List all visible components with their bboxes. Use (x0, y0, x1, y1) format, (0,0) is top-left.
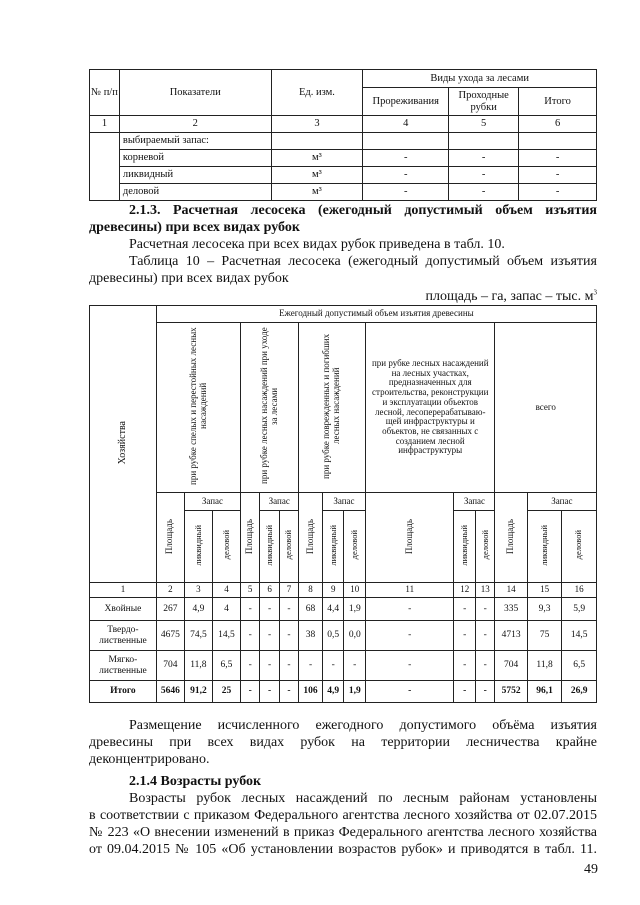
paragraph-2-line1: Возрасты рубок лесных насаждений по лесным районам установлены (129, 791, 597, 806)
paragraph-2-line4: от 09.04.2015 № 105 «Об установлении возрастов рубок» и приводятся в табл. 11. (89, 842, 597, 857)
table-row (90, 167, 597, 184)
cell-value: 74,5 (184, 621, 212, 651)
table-row (90, 150, 597, 167)
cell-value: 704 (156, 651, 184, 681)
col-number: 1 (90, 583, 157, 598)
paragraph-1-line3: деконцентрировано. (89, 752, 210, 767)
cell-value: 91,2 (184, 681, 212, 703)
cell-value: - (240, 598, 259, 621)
cell-value: - (240, 681, 259, 703)
col-number: 4 (212, 583, 240, 598)
col-number: 6 (519, 116, 597, 133)
row-farm-name: Твердо-лиственные (90, 621, 157, 651)
cell-value: - (260, 621, 279, 651)
col-number: 15 (527, 583, 562, 598)
col-header-liquid: ликвидный (260, 511, 279, 583)
paragraph-2-line3: № 223 «О внесении изменений в приказ Федерального агентства лесного хозяйства (89, 825, 597, 840)
col-header-business: деловой (476, 511, 495, 583)
col-header-liquid: ликвидный (527, 511, 562, 583)
forest-care-table (89, 69, 597, 201)
paragraph-2-line2: в соответствии с приказом Федерального агентства лесного хозяйства от 02.07.2015 (89, 808, 597, 823)
table-number-row (90, 116, 597, 133)
col-number: 2 (119, 116, 271, 133)
table-row (90, 621, 597, 651)
cell-value: - (322, 651, 344, 681)
cell-value: 1,9 (344, 598, 366, 621)
col-header-stock: Запас (260, 493, 299, 511)
cell-value: - (299, 651, 323, 681)
table-units: площадь – га, запас – тыс. $м^3$ (425, 288, 597, 304)
col-header-area: Площадь (240, 493, 259, 583)
cell-value: - (260, 651, 279, 681)
col-number: 14 (495, 583, 527, 598)
col-number: 13 (476, 583, 495, 598)
table-row (90, 598, 597, 621)
col-header-indicators: Показатели (119, 70, 271, 116)
col-number: 7 (279, 583, 298, 598)
col-header-number: № п/п (90, 70, 120, 116)
sub-heading: 2.1.4 Возрасты рубок (129, 774, 262, 789)
cell-value: 267 (156, 598, 184, 621)
cell-value: 5646 (156, 681, 184, 703)
col-header-total: Итого (519, 88, 597, 116)
col-number: 5 (240, 583, 259, 598)
col-header-thinning: Прореживания (363, 88, 449, 116)
section-heading-line1: 2.1.3. Расчетная лесосека (ежегодный допустимый объем изъятия (129, 203, 597, 218)
paragraph-1-line2: древесины при всех видах рубок на территории лесничества крайне (89, 735, 597, 750)
cell-value: 5752 (495, 681, 527, 703)
cell-value: - (449, 167, 519, 184)
row-unit: м³ (271, 150, 363, 167)
cell-value: 4,4 (322, 598, 344, 621)
cell-value: - (366, 651, 454, 681)
cell-value: - (519, 184, 597, 201)
col-header-annual-volume: Ежегодный допустимый объем изъятия древесины (156, 306, 596, 323)
cell-value: 4713 (495, 621, 527, 651)
cell-value: 704 (495, 651, 527, 681)
cell-value: 0,0 (344, 621, 366, 651)
col-header-farm: Хозяйства (90, 306, 157, 583)
cell-value: 11,8 (184, 651, 212, 681)
cell-value: - (363, 167, 449, 184)
cell-value: 14,5 (562, 621, 597, 651)
table-caption-line2: древесины) при всех видах рубок (89, 271, 289, 286)
cell-value (363, 133, 449, 150)
col-header-area: Площадь (299, 493, 323, 583)
cell-value: 9,3 (527, 598, 562, 621)
col-header-business: деловой (279, 511, 298, 583)
col-header-area: Площадь (366, 493, 454, 583)
cell-value: - (279, 598, 298, 621)
cell-value: 4675 (156, 621, 184, 651)
cell-value: - (240, 621, 259, 651)
col-header-liquid: ликвидный (322, 511, 344, 583)
cell-value: 25 (212, 681, 240, 703)
cell-value: - (519, 150, 597, 167)
row-label: выбираемый запас: (119, 133, 271, 150)
section-intro: Расчетная лесосека при всех видах рубок приведена в табл. 10. (129, 237, 505, 252)
col-number: 16 (562, 583, 597, 598)
col-number: 2 (156, 583, 184, 598)
col-header-construction-cut: при рубке лесных насаждений на лесных участках, предназначенных для строительства, реконструкции и эксплуатации объектов лесной, лесоперерабатываю-щей инфраструктуры и объектов, не связанных с созданием лесной инфраструктуры (366, 323, 495, 493)
cell-value: - (449, 150, 519, 167)
col-header-care-cut: при рубке лесных насаждений при уходе за лесами (240, 323, 298, 493)
col-header-area: Площадь (156, 493, 184, 583)
cell-value: - (260, 681, 279, 703)
paragraph-1-line1: Размещение исчисленного ежегодного допустимого объёма изъятия (129, 718, 597, 733)
col-header-business: деловой (212, 511, 240, 583)
cell-value: - (240, 651, 259, 681)
cell-value: - (476, 598, 495, 621)
cell-value: - (454, 621, 476, 651)
row-label: корневой (119, 150, 271, 167)
cell-value: 4,9 (322, 681, 344, 703)
col-header-care-types: Виды ухода за лесами (363, 70, 597, 88)
cell-value: 11,8 (527, 651, 562, 681)
cell-value: - (363, 150, 449, 167)
cell-value: - (519, 167, 597, 184)
cell-value: - (366, 598, 454, 621)
cell-value: - (363, 184, 449, 201)
col-header-total: всего (495, 323, 597, 493)
col-number: 9 (322, 583, 344, 598)
cell-value: 5,9 (562, 598, 597, 621)
cell-value: 0,5 (322, 621, 344, 651)
page-number: 49 (584, 862, 598, 877)
col-header-stock: Запас (322, 493, 365, 511)
col-number: 10 (344, 583, 366, 598)
cell-value: 38 (299, 621, 323, 651)
cell-value: 6,5 (212, 651, 240, 681)
cell-value (449, 133, 519, 150)
col-number: 11 (366, 583, 454, 598)
col-header-unit: Ед. изм. (271, 70, 363, 116)
table-caption-line1: Таблица 10 – Расчетная лесосека (ежегодный допустимый объем изъятия (129, 254, 597, 269)
cell-value (519, 133, 597, 150)
col-number: 6 (260, 583, 279, 598)
col-header-passage: Проходные рубки (449, 88, 519, 116)
col-number: 5 (449, 116, 519, 133)
allowable-cut-table (89, 305, 597, 703)
table-row (90, 133, 597, 150)
cell-value: - (279, 681, 298, 703)
table-row (90, 651, 597, 681)
col-number: 12 (454, 583, 476, 598)
cell-value: - (476, 651, 495, 681)
col-number: 8 (299, 583, 323, 598)
cell-value: 4 (212, 598, 240, 621)
col-number: 4 (363, 116, 449, 133)
cell-value: 335 (495, 598, 527, 621)
cell-value: - (454, 598, 476, 621)
cell-value: 14,5 (212, 621, 240, 651)
section-heading-line2: древесины) при всех видах рубок (89, 220, 300, 235)
cell-value: - (454, 651, 476, 681)
col-header-stock: Запас (527, 493, 596, 511)
cell-value: - (476, 621, 495, 651)
table-number-row (90, 583, 597, 598)
cell-value: 4,9 (184, 598, 212, 621)
row-farm-name: Итого (90, 681, 157, 703)
col-header-business: деловой (344, 511, 366, 583)
cell-value: - (260, 598, 279, 621)
table-row-total (90, 681, 597, 703)
cell-value: - (454, 681, 476, 703)
row-unit: м³ (271, 167, 363, 184)
col-header-mature-cut: при рубке спелых и перестойных лесных насаждений (156, 323, 240, 493)
cell-value: - (449, 184, 519, 201)
cell-value: - (366, 681, 454, 703)
cell-value: 68 (299, 598, 323, 621)
cell-value: 96,1 (527, 681, 562, 703)
cell-value: - (279, 651, 298, 681)
cell-value: - (279, 621, 298, 651)
row-farm-name: Мягко-лиственные (90, 651, 157, 681)
col-number: 3 (271, 116, 363, 133)
table-row (90, 184, 597, 201)
row-label: ликвидный (119, 167, 271, 184)
cell-value: 6,5 (562, 651, 597, 681)
col-number: 3 (184, 583, 212, 598)
cell-value: - (366, 621, 454, 651)
col-header-liquid: ликвидный (454, 511, 476, 583)
row-farm-name: Хвойные (90, 598, 157, 621)
col-header-stock: Запас (184, 493, 240, 511)
row-label: деловой (119, 184, 271, 201)
cell-value: 26,9 (562, 681, 597, 703)
col-header-damaged-cut: при рубке поврежденных и погибших лесных насаждений (299, 323, 366, 493)
col-header-business: деловой (562, 511, 597, 583)
row-unit: м³ (271, 184, 363, 201)
cell-value: - (344, 651, 366, 681)
col-header-area: Площадь (495, 493, 527, 583)
col-number: 1 (90, 116, 120, 133)
cell-value: 75 (527, 621, 562, 651)
col-header-liquid: ликвидный (184, 511, 212, 583)
col-header-stock: Запас (454, 493, 495, 511)
cell-value: - (476, 681, 495, 703)
row-unit (271, 133, 363, 150)
cell-value: 1,9 (344, 681, 366, 703)
cell-value: 106 (299, 681, 323, 703)
